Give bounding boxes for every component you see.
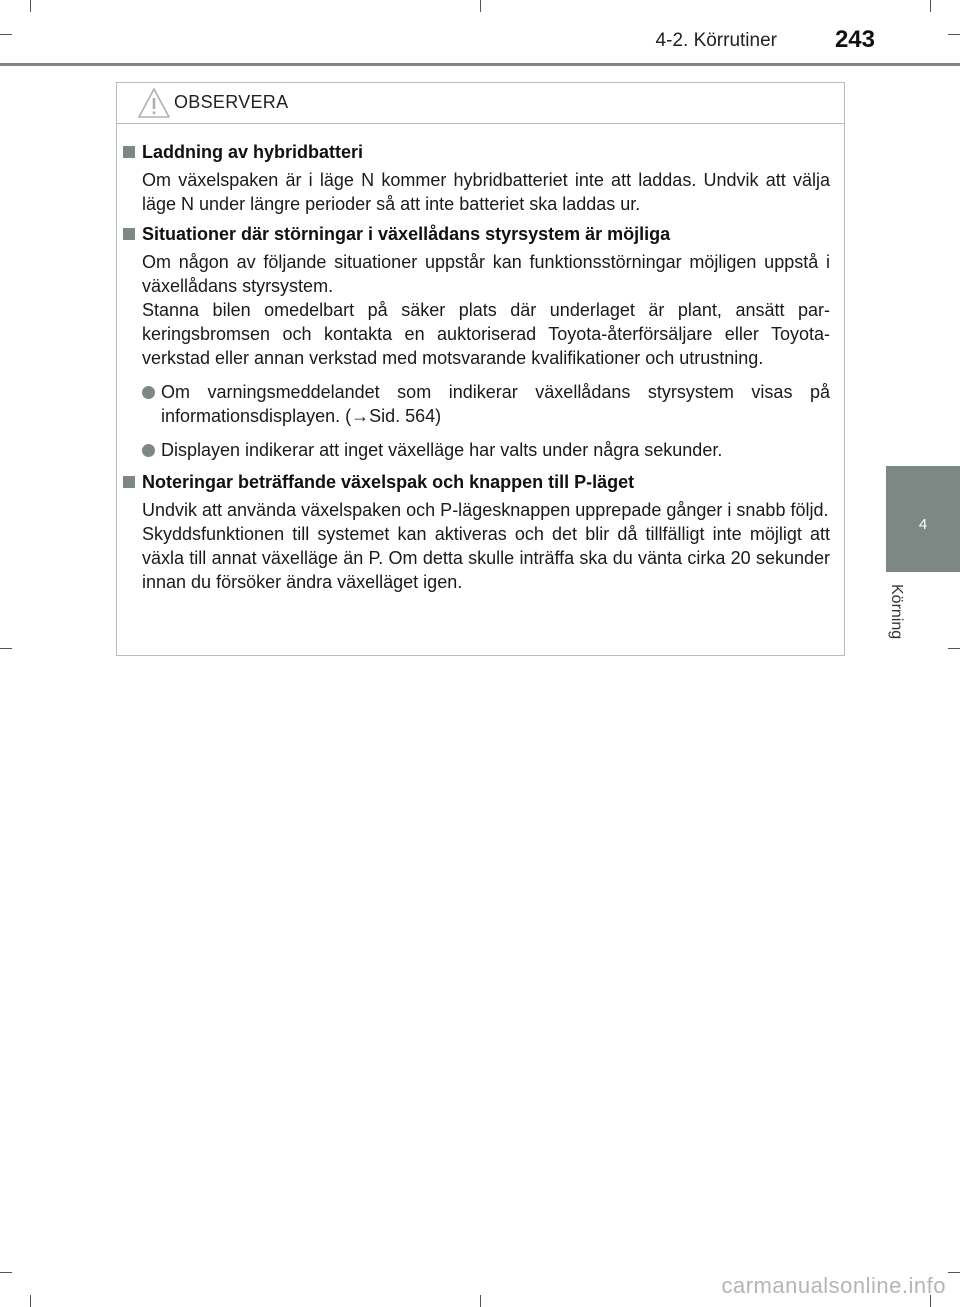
section-heading-text: Noteringar beträffande växelspak och knappen till P-läget [142,472,635,492]
crop-mark [30,1295,31,1307]
paragraph: Skyddsfunktionen till systemet kan aktiveras och det blir då tillfälligt inte möjligt att växla till annat växelläge än P. Om detta skulle inträffa ska du vänta cirka 20 sekunder innan du försöker ändra växelläget igen. [142,524,830,592]
list-item [142,438,830,462]
page-number: 243 [834,26,875,53]
circle-bullet-icon [142,386,155,399]
chapter-tab-number: 4 [918,516,928,533]
section-title: 4-2. Körrutiner [655,30,777,51]
list-item-text: Displayen indikerar att inget växelläge har valts under några sekunder. [161,440,723,460]
square-bullet-icon [123,476,135,488]
caution-title: OBSERVERA [174,92,289,112]
section-heading [123,140,830,164]
crop-mark [480,1295,481,1307]
chapter-label: Körning [888,584,905,640]
caution-header [117,83,844,124]
warning-triangle-icon [137,87,171,119]
caution-body [117,124,844,594]
watermark: carmanualsonline.info [721,1273,946,1298]
crop-mark [0,34,12,35]
square-bullet-icon [123,228,135,240]
chapter-tab [886,466,960,572]
crop-mark [948,1272,960,1273]
section-heading [123,222,830,246]
square-bullet-icon [123,146,135,158]
crop-mark [480,0,481,12]
crop-mark [930,0,931,12]
list-item-text: Om varningsmeddelandet som indikerar växellådans styrsystem visas på informationsdisplayen. (→Sid. 564) [161,382,830,426]
crop-mark [948,34,960,35]
crop-mark [30,0,31,12]
section-heading [123,470,830,494]
crop-mark [0,648,12,649]
caution-box [116,82,845,656]
crop-mark [948,648,960,649]
circle-bullet-icon [142,444,155,457]
paragraph: Om någon av följande situationer uppstår kan funktionsstörningar möjligen uppstå i växellådans styrsystem. [142,252,830,296]
section-heading-text: Laddning av hybridbatteri [142,142,364,162]
paragraph: Stanna bilen omedelbart på säker plats där underlaget är plant, ansätt par-keringsbromsen och kontakta en auktoriserad Toyota-återförsäljare eller Toyota-verkstad eller annan verkstad med motsvarande kvalifikationer och utrustning. [142,300,830,368]
crop-mark [0,1272,12,1273]
section-heading-text: Situationer där störningar i växellådans styrsystem är möjliga [142,224,671,244]
list-item [142,380,830,428]
paragraph: Om växelspaken är i läge N kommer hybridbatteriet inte att laddas. Undvik att välja läge N under längre perioder så att inte batteriet ska laddas ur. [142,170,830,214]
paragraph: Undvik att använda växelspaken och P-lägesknappen upprepade gånger i snabb följd. [142,500,829,520]
header-rule [0,63,960,66]
